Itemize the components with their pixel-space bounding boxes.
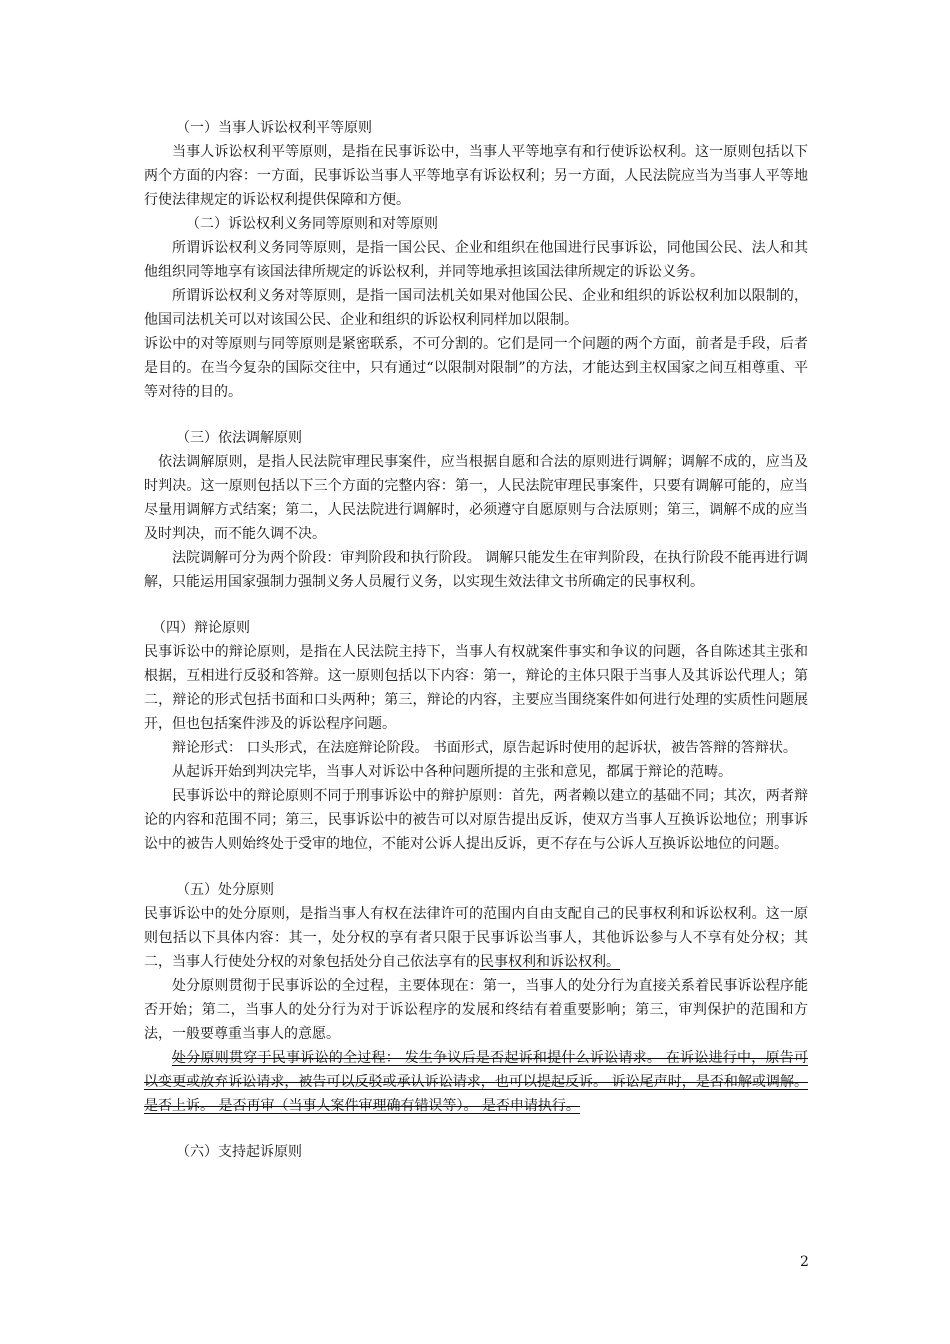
paragraph-s5-2: 处分原则贯彻于民事诉讼的全过程，主要体现在：第一，当事人的处分行为直接关系着民事诉讼程序能否开始；第二，当事人的处分行为对于诉讼程序的发展和终结有着重要影响；第三，审判保护的范围和方法，一般要尊重当事人的意愿。	[144, 978, 808, 1042]
section-gap	[144, 404, 808, 426]
page-number: 2	[800, 1254, 809, 1270]
underlined-text: 民事权利和诉讼权利。	[480, 954, 620, 970]
paragraph-s4-4: 民事诉讼中的辩论原则不同于刑事诉讼中的辩护原则：首先，两者赖以建立的基础不同；其次，两者辩论的内容和范围不同；第三，民事诉讼中的被告可以对原告提出反诉，使双方当事人互换诉讼地位；刑事诉讼中的被告人则始终处于受审的地位，不能对公诉人提出反诉，更不存在与公诉人互换诉讼地位的问题。	[144, 788, 808, 852]
paragraph-s2-1: 所谓诉讼权利义务同等原则，是指一国公民、企业和组织在他国进行民事诉讼，同他国公民、法人和其他组织同等地享有该国法律所规定的诉讼权利，并同等地承担该国法律所规定的诉讼义务。	[144, 240, 808, 280]
section-gap	[144, 594, 808, 616]
paragraph-s4-2: 辩论形式： 口头形式，在法庭辩论阶段。 书面形式，原告起诉时使用的起诉状，被告答辩的答辩状。	[172, 740, 797, 756]
heading-section-3: （三）依法调解原则	[176, 430, 302, 446]
paragraph-s4-3: 从起诉开始到判决完毕，当事人对诉讼中各种问题所提的主张和意见，都属于辩论的范畴。	[172, 764, 732, 780]
paragraph-s2-2: 所谓诉讼权利义务对等原则，是指一国司法机关如果对他国公民、企业和组织的诉讼权利加以限制的，他国司法机关可以对该国公民、企业和组织的诉讼权利同样加以限制。	[144, 288, 808, 328]
heading-section-6: （六）支持起诉原则	[176, 1144, 302, 1160]
paragraph-s5-1-text: 民事诉讼中的处分原则，是指当事人有权在法律许可的范围内自由支配自己的民事权利和诉讼权利。这一原则包括以下具体内容：其一，处分权的享有者只限于民事诉讼当事人，其他诉讼参与人不享有处分权；其二，当事人行使处分权的对象包括处分自己依法享有的	[144, 906, 808, 970]
paragraph-s1-1: 当事人诉讼权利平等原则，是指在民事诉讼中，当事人平等地享有和行使诉讼权利。这一原则包括以下两个方面的内容：一方面，民事诉讼当事人平等地享有诉讼权利；另一方面，人民法院应当为当事人平等地行使法律规定的诉讼权利提供保障和方便。	[144, 144, 808, 208]
paragraph-s3-2: 法院调解可分为两个阶段：审判阶段和执行阶段。 调解只能发生在审判阶段，在执行阶段不能再进行调解，只能运用国家强制力强制义务人员履行义务，以实现生效法律文书所确定的民事权利。	[144, 550, 808, 590]
section-gap	[144, 856, 808, 878]
heading-section-5: （五）处分原则	[176, 882, 274, 898]
paragraph-s3-1: 依法调解原则，是指人民法院审理民事案件，应当根据自愿和合法的原则进行调解；调解不成的，应当及时判决。这一原则包括以下三个方面的完整内容：第一，人民法院审理民事案件，只要有调解可能的，应当尽量用调解方式结案；第二，人民法院进行调解时，必须遵守自愿原则与合法原则；第三，调解不成的应当及时判决，而不能久调不决。	[144, 454, 808, 542]
section-gap	[144, 1118, 808, 1140]
heading-section-4: （四）辩论原则	[152, 620, 250, 636]
paragraph-s5-3	[144, 1046, 808, 1118]
paragraph-s2-3: 诉讼中的对等原则与同等原则是紧密联系，不可分割的。它们是同一个问题的两个方面，前者是手段，后者是目的。在当今复杂的国际交往中，只有通过“以限制对限制”的方法，才能达到主权国家之间互相尊重、平等对待的目的。	[144, 336, 808, 400]
struck-through-text: 处分原则贯穿于民事诉讼的全过程： 发生争议后是否起诉和提什么诉讼请求。 在诉讼进行中，原告可以变更或放弃诉讼请求，被告可以反驳或承认诉讼请求，也可以提起反诉。 诉讼尾声时，是否和解或调解。 是否上诉。 是否再审（当事人案件审理确有错误等）。 是否申请执行。	[144, 1050, 808, 1114]
paragraph-s5-1	[144, 902, 808, 974]
heading-section-2: （二）诉讼权利义务同等原则和对等原则	[186, 216, 438, 232]
paragraph-s4-1: 民事诉讼中的辩论原则，是指在人民法院主持下，当事人有权就案件事实和争议的问题，各自陈述其主张和根据，互相进行反驳和答辩。这一原则包括以下内容：第一，辩论的主体只限于当事人及其诉讼代理人；第二，辩论的形式包括书面和口头两种；第三，辩论的内容，主要应当围绕案件如何进行处理的实质性问题展开，但也包括案件涉及的诉讼程序问题。	[144, 644, 808, 732]
heading-section-1: （一）当事人诉讼权利平等原则	[176, 120, 372, 136]
document-body	[144, 116, 808, 1164]
